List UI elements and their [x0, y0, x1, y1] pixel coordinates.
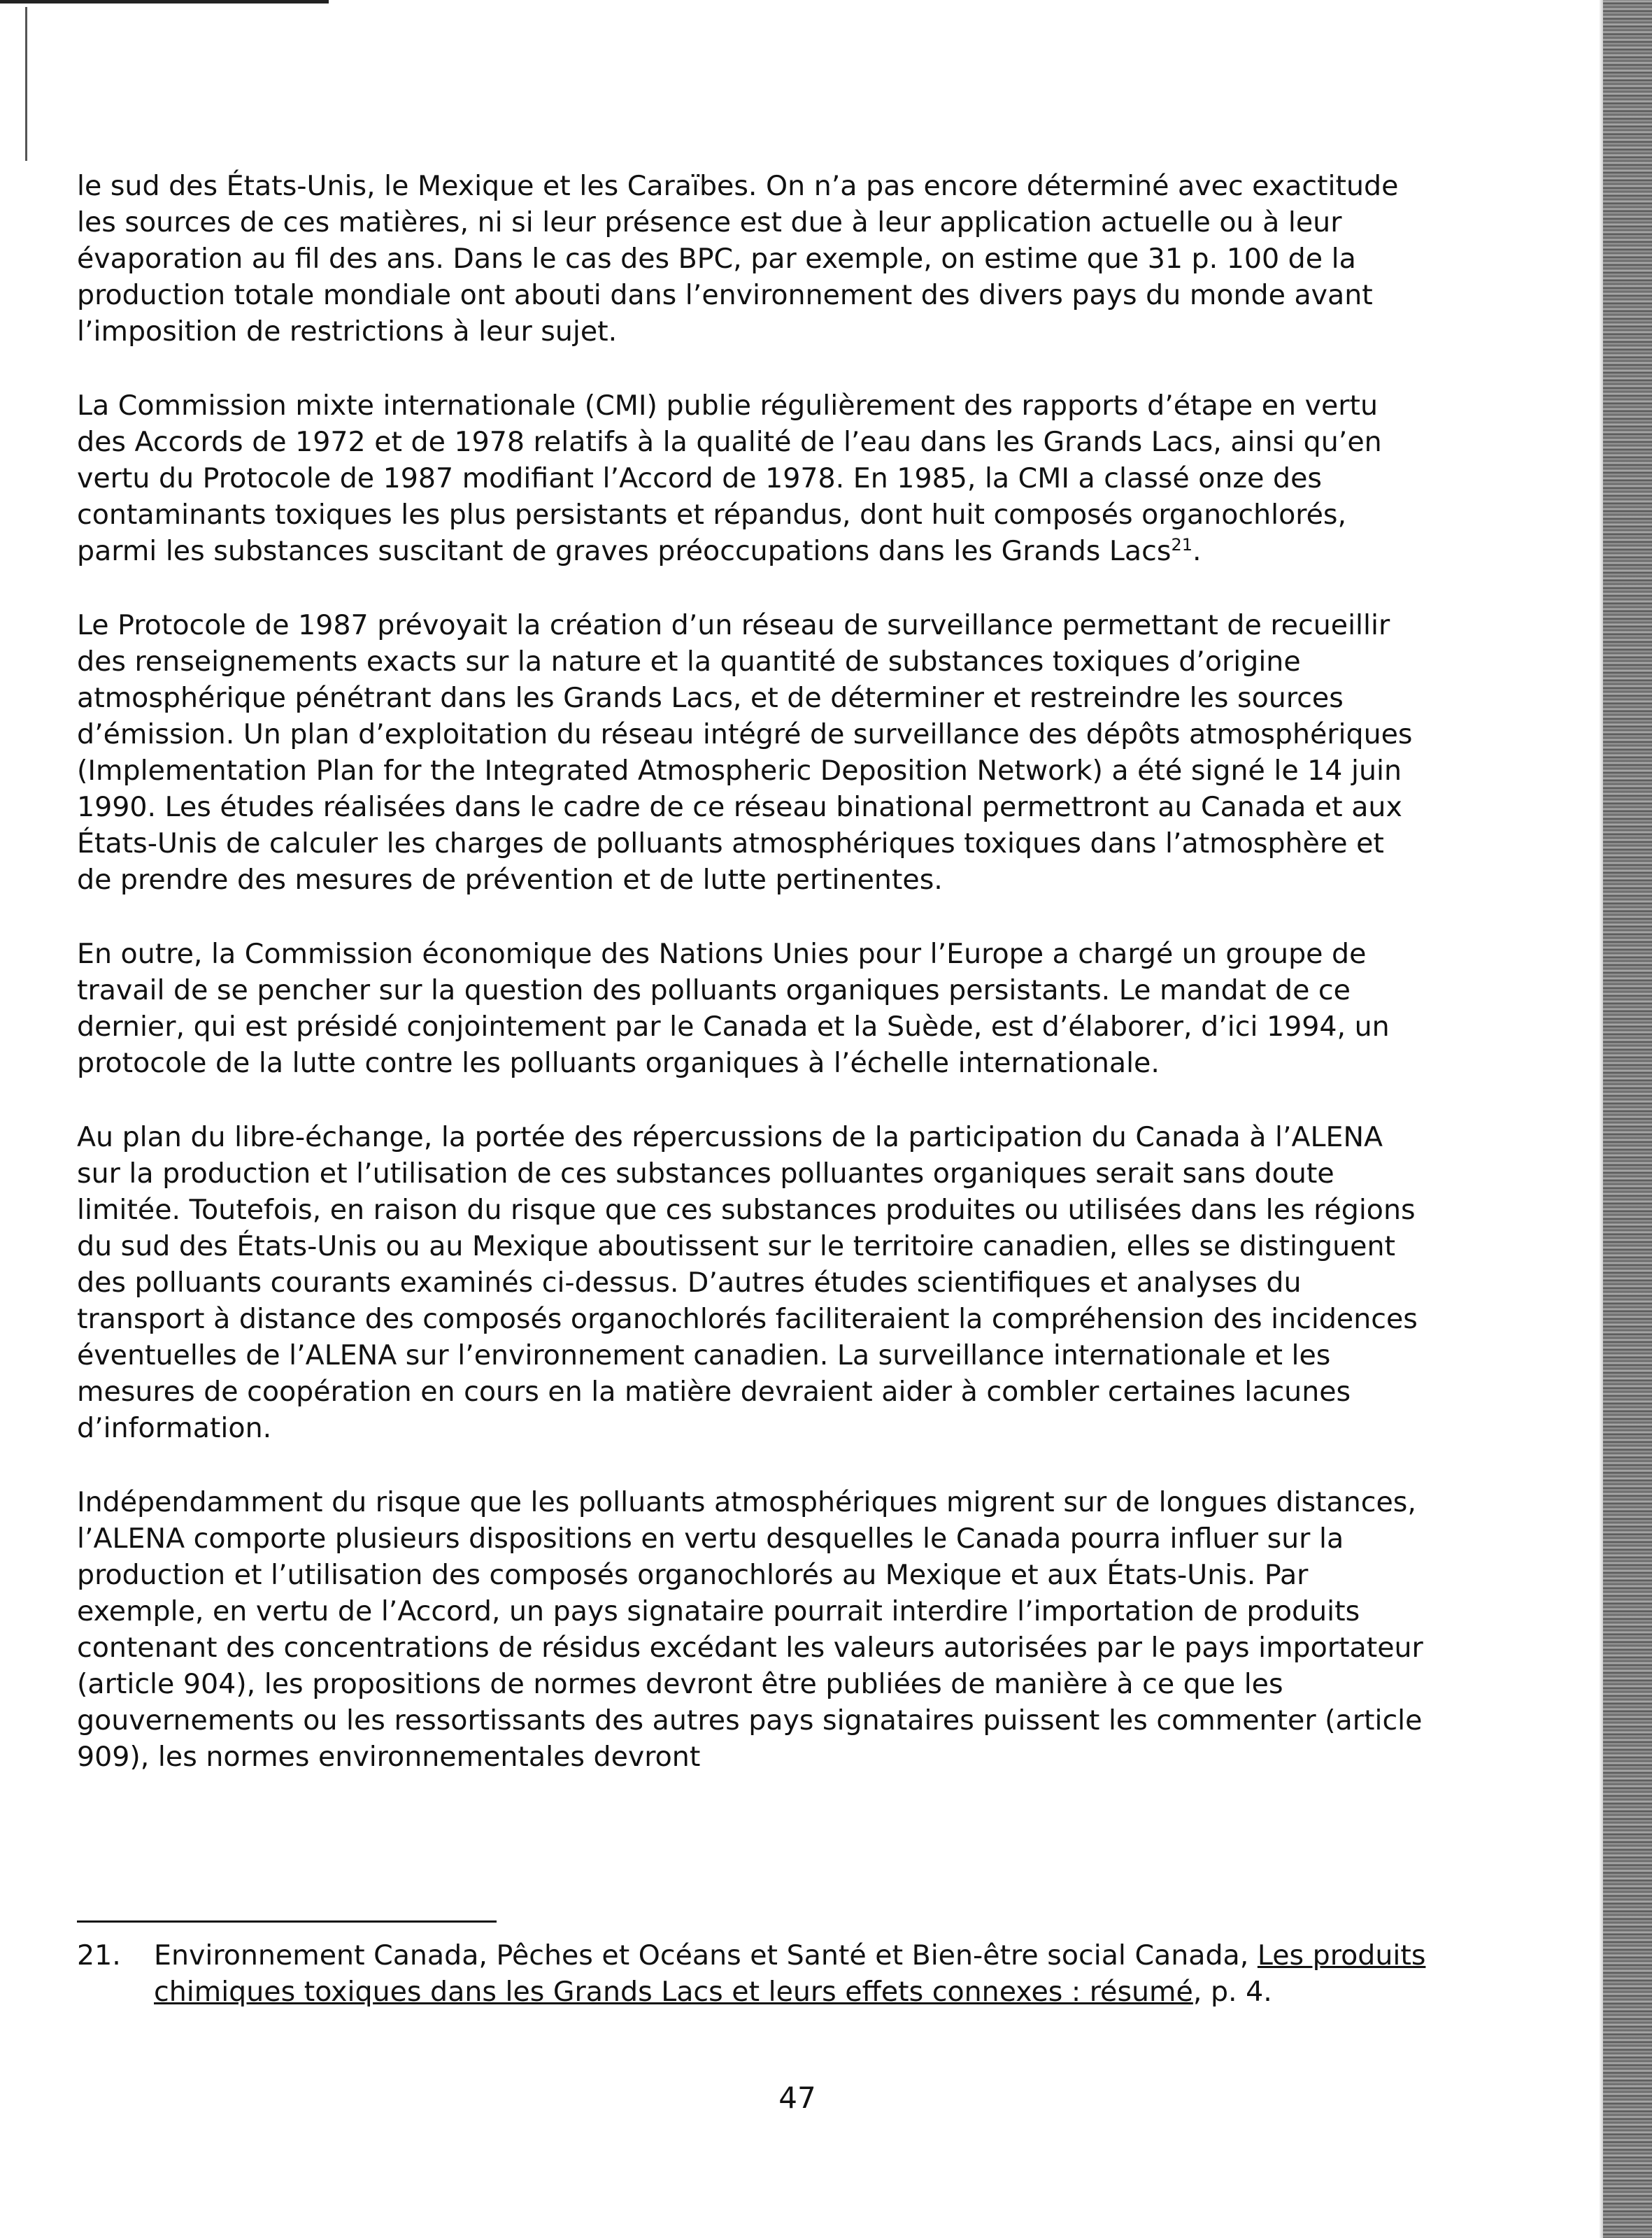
page-body	[77, 168, 1427, 1813]
footnote-divider	[77, 1920, 497, 1923]
paragraph-4: En outre, la Commission économique des Nations Unies pour l’Europe a chargé un groupe de travail de se pencher sur la question des polluants organiques persistants. Le mandat de ce dernier, qui est présidé conjointement par le Canada et la Suède, est d’élaborer, d’ici 1994, un protocole de la lutte contre les polluants organiques à l’échelle internationale.	[77, 938, 1390, 1079]
paragraph-1: le sud des États-Unis, le Mexique et les Caraïbes. On n’a pas encore déterminé avec exactitude les sources de ces matières, ni si leur présence est due à leur application actuelle ou à leur évaporation au fil des ans. Dans le cas des BPC, par exemple, on estime que 31 p. 100 de la production totale mondiale ont abouti dans l’environnement des divers pays du monde avant l’imposition de restrictions à leur sujet.	[77, 170, 1399, 348]
footnote-text	[154, 1937, 1434, 2010]
paragraph-6: Indépendamment du risque que les polluants atmosphériques migrent sur de longues distances, l’ALENA comporte plusieurs dispositions en vertu desquelles le Canada pourra influer sur la production et l’utilisation des composés organochlorés au Mexique et aux États-Unis. Par exemple, en vertu de l’Accord, un pays signataire pourrait interdire l’importation de produits contenant des concentrations de résidus excédant les valeurs autorisées par le pays importateur (article 904), les propositions de normes devront être publiées de manière à ce que les gouvernements ou les ressortissants des autres pays signataires puissent les commenter (article 909), les normes environnementales devront	[77, 1486, 1423, 1773]
scan-artifact-left	[25, 7, 27, 161]
page-number: 47	[778, 2081, 816, 2115]
footnote-text-after: , p. 4.	[1192, 1976, 1272, 2008]
paragraph-5: Au plan du libre-échange, la portée des répercussions de la participation du Canada à l’ALENA sur la production et l’utilisation de ces substances polluantes organiques serait sans doute limitée. Toutefois, en raison du risque que ces substances produites ou utilisées dans les régions du sud des États-Unis ou au Mexique aboutissent sur le territoire canadien, elles se distinguent des polluants courants examinés ci-dessus. D’autres études scientifiques et analyses du transport à distance des composés organochlorés faciliteraient la compréhension des incidences éventuelles de l’ALENA sur l’environnement canadien. La surveillance internationale et les mesures de coopération en cours en la matière devraient aider à combler certaines lacunes d’information.	[77, 1121, 1418, 1444]
footnote-number: 21.	[77, 1939, 121, 1972]
scan-artifact-top	[0, 0, 329, 3]
paragraph-2	[77, 387, 1427, 569]
scan-artifact-right	[1603, 0, 1652, 2238]
footnote-reference-suffix: .	[1192, 535, 1202, 567]
paragraph-2-text: La Commission mixte internationale (CMI) publie régulièrement des rapports d’étape en vertu des Accords de 1972 et de 1978 relatifs à la qualité de l’eau dans les Grands Lacs, ainsi qu’en vertu du Protocole de 1987 modifiant l’Accord de 1978. En 1985, la CMI a classé onze des contaminants toxiques les plus persistants et répandus, dont huit composés organochlorés, parmi les substances suscitant de graves préoccupations dans les Grands Lacs	[77, 390, 1382, 567]
footnote	[77, 1937, 1434, 2010]
footnote-reference: 21	[1171, 534, 1192, 555]
footnote-title: Les produits chimiques toxiques dans les Grands Lacs et leurs effets connexes : résumé	[154, 1939, 1426, 2008]
paragraph-3: Le Protocole de 1987 prévoyait la création d’un réseau de surveillance permettant de recueillir des renseignements exacts sur la nature et la quantité de substances toxiques d’origine atmosphérique pénétrant dans les Grands Lacs, et de déterminer et restreindre les sources d’émission. Un plan d’exploitation du réseau intégré de surveillance des dépôts atmosphériques (Implementation Plan for the Integrated Atmospheric Deposition Network) a été signé le 14 juin 1990. Les études réalisées dans le cadre de ce réseau binational permettront au Canada et aux États-Unis de calculer les charges de polluants atmosphériques toxiques dans l’atmosphère et de prendre des mesures de prévention et de lutte pertinentes.	[77, 609, 1413, 896]
footnote-text-before: Environnement Canada, Pêches et Océans et Santé et Bien-être social Canada,	[154, 1939, 1258, 1972]
